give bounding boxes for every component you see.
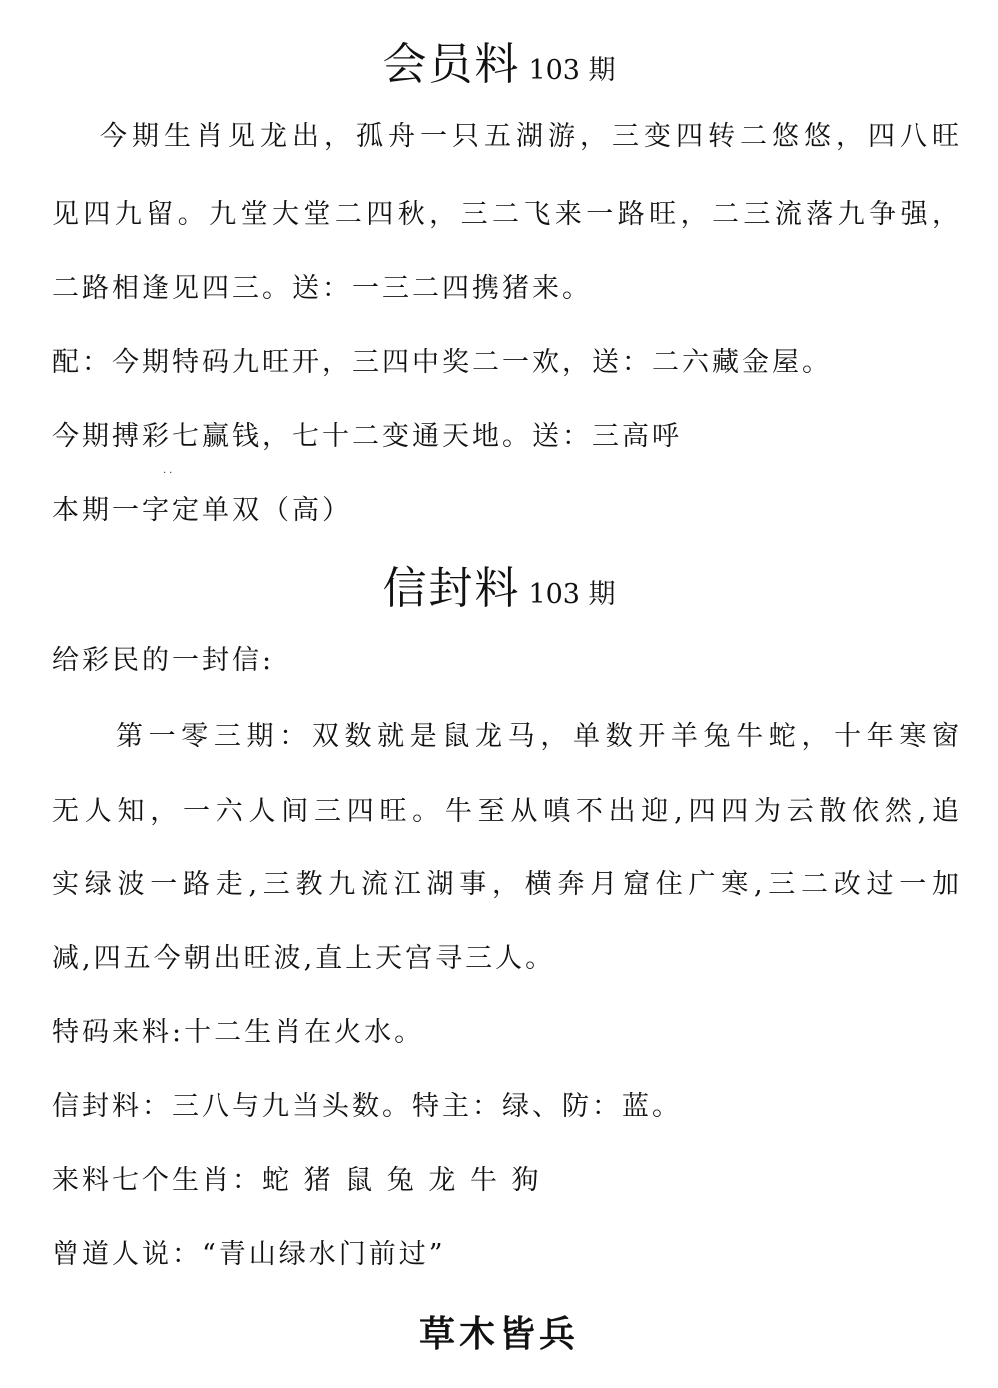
section1-line-2: 见四九留。九堂大堂二四秋，三二飞来一路旺，二三流落九争强， bbox=[52, 199, 962, 230]
section2-line-4: 减,四五今朝出旺波,直上天宫寻三人。 bbox=[52, 943, 556, 974]
section2-intro: 给彩民的一封信: bbox=[52, 645, 275, 676]
section2-line-2: 无人知，一六人间三四旺。牛至从嗔不出迎,四四为云散依然,追 bbox=[52, 796, 962, 827]
section1-issue: 103 期 bbox=[528, 55, 616, 86]
section1-line-6: 本期一字定单双（高） bbox=[52, 495, 352, 526]
section2-line-7: 来料七个生肖：蛇 猪 鼠 兔 龙 牛 狗 bbox=[52, 1165, 542, 1196]
section1-line-5: 今期搏彩七赢钱，七十二变通天地。送：三高呼 bbox=[52, 421, 682, 452]
section1-heading bbox=[0, 28, 998, 92]
section2-line-6: 信封料：三八与九当头数。特主：绿、防：蓝。 bbox=[52, 1091, 682, 1122]
section1-line-3: 二路相逢见四三。送：一三二四携猪来。 bbox=[52, 273, 592, 304]
section2-line-8: 曾道人说：“青山绿水门前过” bbox=[52, 1239, 446, 1270]
section2-title: 信封料 bbox=[382, 563, 521, 614]
section2-issue: 103 期 bbox=[528, 579, 616, 610]
section2-line-3: 实绿波一路走,三教九流江湖事，横奔月窟住广寒,三二改过一加 bbox=[52, 869, 962, 900]
section1-line-4: 配：今期特码九旺开，三四中奖二一欢，送：二六藏金屋。 bbox=[52, 347, 832, 378]
section2-line-1: 第一零三期：双数就是鼠龙马，单数开羊兔牛蛇，十年寒窗 bbox=[116, 721, 962, 752]
section3-title: 草木皆兵 bbox=[418, 1313, 579, 1355]
section2-line-5: 特码来料:十二生肖在火水。 bbox=[52, 1017, 425, 1048]
section1-title: 会员料 bbox=[382, 39, 521, 90]
scan-specks: ·· bbox=[163, 468, 176, 479]
section2-heading bbox=[0, 552, 998, 616]
section1-line-1: 今期生肖见龙出，孤舟一只五湖游，三变四转二悠悠，四八旺 bbox=[100, 121, 962, 152]
